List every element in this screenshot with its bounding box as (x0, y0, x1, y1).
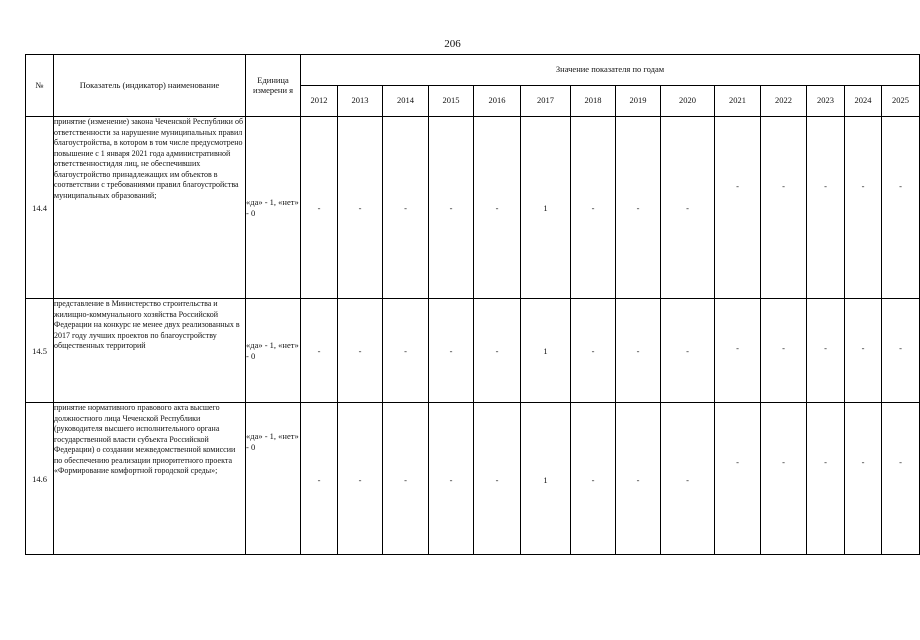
row-value: - (301, 117, 338, 299)
row-value: - (571, 117, 616, 299)
row-value: - (882, 403, 920, 555)
row-value: - (715, 403, 761, 555)
header-year: 2022 (761, 86, 807, 117)
row-value: - (571, 403, 616, 555)
row-number: 14.6 (26, 403, 54, 555)
header-year: 2023 (807, 86, 845, 117)
row-value: - (429, 299, 474, 403)
row-value: - (761, 403, 807, 555)
table-row (26, 299, 920, 403)
header-year: 2015 (429, 86, 474, 117)
header-year: 2019 (616, 86, 661, 117)
row-value: - (715, 299, 761, 403)
row-value: - (383, 403, 429, 555)
row-value: - (845, 299, 882, 403)
row-value: - (882, 117, 920, 299)
row-value: - (616, 403, 661, 555)
header-indicator: Показатель (индикатор) наименование (54, 55, 246, 117)
header-year: 2012 (301, 86, 338, 117)
row-value: - (571, 299, 616, 403)
header-values-by-year: Значение показателя по годам (301, 55, 920, 86)
table-row (26, 117, 920, 299)
row-value: - (474, 403, 521, 555)
row-value: - (338, 403, 383, 555)
header-year: 2017 (521, 86, 571, 117)
header-year: 2025 (882, 86, 920, 117)
row-value: - (807, 117, 845, 299)
row-value: - (383, 117, 429, 299)
row-indicator: представление в Министерство строительства и жилищно-коммунального хозяйства Российской Федерации на конкурс не менее двух реализованных в 2017 году лучших проектов по благоустройству общественных территорий (54, 299, 246, 403)
row-value: - (807, 403, 845, 555)
header-year: 2018 (571, 86, 616, 117)
table-row (26, 403, 920, 555)
row-value: - (845, 117, 882, 299)
header-num: № (26, 55, 54, 117)
row-value: - (383, 299, 429, 403)
row-value: - (661, 299, 715, 403)
row-value: - (338, 299, 383, 403)
row-value: - (616, 299, 661, 403)
row-value: - (301, 299, 338, 403)
row-unit: «да» - 1, «нет» - 0 (246, 403, 301, 555)
row-indicator: принятие нормативного правового акта высшего должностного лица Чеченской Республики (руководителя высшего исполнительного органа государственной власти субъекта Российской Федерации) о создании межведомственной комиссии по обеспечению реализации приоритетного проекта «Формирование комфортной городской среды»; (54, 403, 246, 555)
row-value: 1 (521, 117, 571, 299)
row-indicator: принятие (изменение) закона Чеченской Республики об ответственности за нарушение муниципальных правил благоустройства, в котором в том числе предусмотрено повышение с 1 января 2021 года административной ответственностидля лиц, не обеспечивших благоустройство принадлежащих им объектов в соответствии с требованиями правил благоустройства муниципальных образований; (54, 117, 246, 299)
row-value: - (301, 403, 338, 555)
row-value: - (429, 117, 474, 299)
header-year: 2016 (474, 86, 521, 117)
row-value: - (474, 299, 521, 403)
page-number: 206 (444, 38, 461, 50)
header-year: 2014 (383, 86, 429, 117)
row-value: - (715, 117, 761, 299)
row-number: 14.4 (26, 117, 54, 299)
row-value: - (761, 299, 807, 403)
header-year: 2020 (661, 86, 715, 117)
row-unit: «да» - 1, «нет» - 0 (246, 117, 301, 299)
row-value: - (616, 117, 661, 299)
row-value: 1 (521, 403, 571, 555)
header-year: 2013 (338, 86, 383, 117)
row-number: 14.5 (26, 299, 54, 403)
header-year: 2021 (715, 86, 761, 117)
row-value: - (661, 403, 715, 555)
row-value: - (661, 117, 715, 299)
row-value: - (474, 117, 521, 299)
indicator-table (25, 54, 920, 555)
header-year: 2024 (845, 86, 882, 117)
row-value: - (845, 403, 882, 555)
row-value: 1 (521, 299, 571, 403)
row-value: - (429, 403, 474, 555)
row-value: - (338, 117, 383, 299)
row-unit: «да» - 1, «нет» - 0 (246, 299, 301, 403)
header-unit: Единица измерени я (246, 55, 301, 117)
row-value: - (807, 299, 845, 403)
row-value: - (761, 117, 807, 299)
row-value: - (882, 299, 920, 403)
